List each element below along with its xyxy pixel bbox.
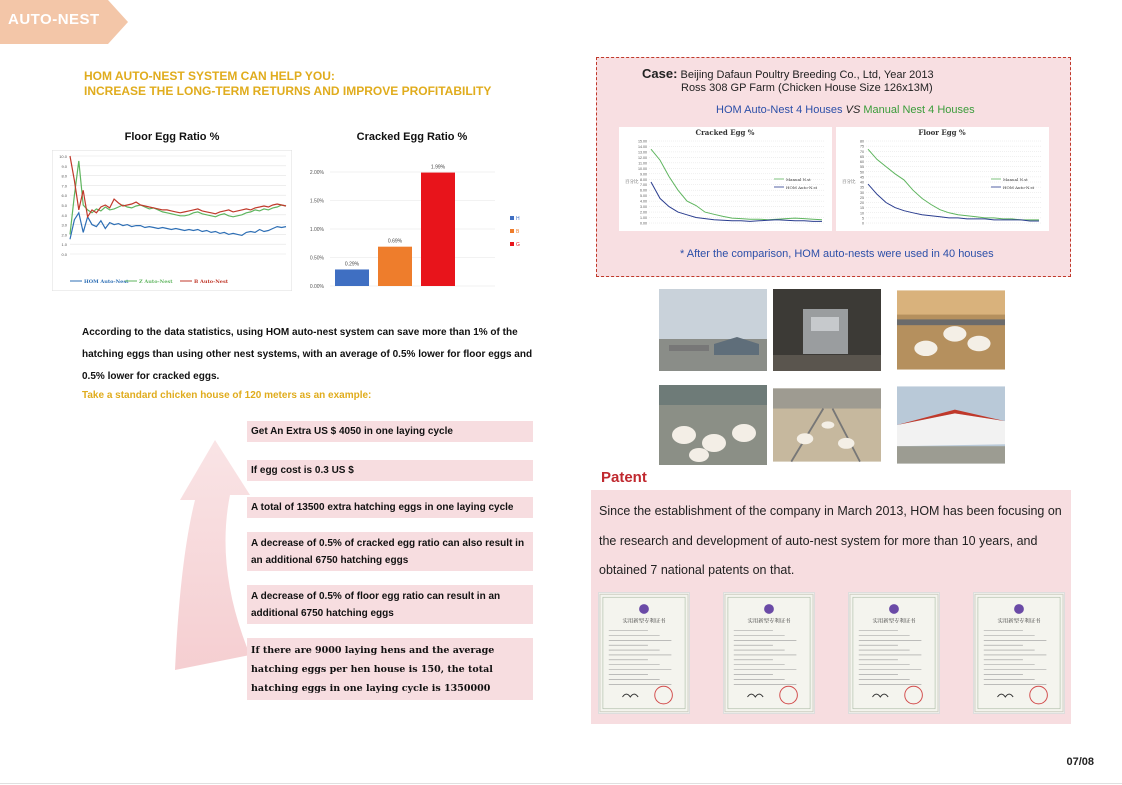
y-tick-label: 35 xyxy=(860,185,864,190)
y-tick-label: 6.0 xyxy=(61,193,67,199)
y-tick-label: 8.0 xyxy=(61,173,67,179)
case-label: Case: xyxy=(642,66,678,81)
y-tick-label: 3.0 xyxy=(61,222,67,228)
step-floor-decrease: A decrease of 0.5% of floor egg ratio can result in an additional 6750 hatching eggs xyxy=(247,585,533,624)
photo-chickens-feeding xyxy=(659,384,767,466)
y-tick-label: 7.00 xyxy=(640,183,647,188)
chart-frame xyxy=(52,150,292,291)
y-tick-label: 20 xyxy=(860,201,864,205)
patent-certificate xyxy=(598,592,690,714)
patent-certificate xyxy=(848,592,940,714)
bar xyxy=(421,173,455,286)
y-tick-label: 14.00 xyxy=(638,144,647,149)
y-tick-label: 15 xyxy=(860,206,864,211)
cracked-egg-ratio-chart xyxy=(300,150,524,291)
data-label: 0.69% xyxy=(387,238,403,245)
y-tick-label: 5.00 xyxy=(640,194,647,199)
headline xyxy=(84,69,554,99)
upward-arrow-graphic xyxy=(175,440,255,670)
y-tick-label: 30 xyxy=(860,190,864,195)
certificate-emblem xyxy=(1014,604,1024,614)
y-tick-label: 80 xyxy=(860,139,864,144)
y-tick-label: 2.0 xyxy=(61,232,67,238)
y-tick-label: 0.0 xyxy=(61,252,67,257)
y-tick-label: 1.00% xyxy=(309,227,324,233)
y-tick-label: 3.00 xyxy=(640,205,647,210)
certificate-emblem xyxy=(889,604,899,614)
y-tick-label: 15.00 xyxy=(638,139,647,144)
y-tick-label: 9.00 xyxy=(640,172,647,177)
certificate-title: 实用新型专利证书 xyxy=(747,618,791,625)
mini-chart-title: Floor Egg % xyxy=(918,128,966,137)
step-egg-cost: If egg cost is 0.3 US $ xyxy=(247,460,533,481)
photo-farm-exterior xyxy=(659,289,767,371)
case-company: Beijing Dafaun Poultry Breeding Co., Ltd, Year 2013 xyxy=(680,69,934,81)
y-tick-label: 10.0 xyxy=(59,154,67,159)
y-tick-label: 60 xyxy=(860,160,864,164)
patent-certificate xyxy=(723,592,815,714)
bar xyxy=(378,247,412,286)
headline-line-1: HOM AUTO-NEST SYSTEM CAN HELP YOU: xyxy=(84,69,335,83)
certificate-emblem xyxy=(639,604,649,614)
comparison-vs: VS xyxy=(845,104,861,116)
legend-entry: G xyxy=(516,242,520,248)
legend-entry: HOM Auto-Nest xyxy=(84,279,129,285)
photo-nest-machine xyxy=(773,289,881,371)
comparison-manual: Manual Nest 4 Houses xyxy=(860,104,975,116)
y-tick-label: 0.00% xyxy=(309,284,324,290)
y-tick-label: 50 xyxy=(860,170,864,175)
legend-entry: B xyxy=(516,229,520,235)
y-tick-label: 5.0 xyxy=(61,203,67,208)
y-tick-label: 0.50% xyxy=(309,255,324,262)
patent-text: Since the establishment of the company in March 2013, HOM has been focusing on the research and development of auto-nest system for more than 10 years, and obtained 7 national patents on that. xyxy=(599,504,1062,577)
floor-egg-chart-title: Floor Egg Ratio % xyxy=(124,131,220,143)
example-caption: Take a standard chicken house of 120 meters as an example: xyxy=(82,390,372,401)
legend-swatch xyxy=(510,229,514,233)
page-number: 07/08 xyxy=(1066,756,1094,768)
legend-entry: HOM Auto-N.st xyxy=(786,185,818,190)
y-tick-label: 11.00 xyxy=(638,161,647,166)
y-tick-label: 12.00 xyxy=(638,155,647,160)
bottom-rule xyxy=(0,783,1122,784)
y-tick-label: 10.00 xyxy=(638,166,647,171)
y-tick-label: 1.00 xyxy=(640,216,647,221)
data-label: 1.99% xyxy=(430,164,446,171)
y-tick-label: 7.0 xyxy=(61,183,67,189)
case-cracked-egg-chart xyxy=(619,127,832,231)
y-tick-label: 55 xyxy=(860,165,864,170)
y-tick-label: 1.50% xyxy=(309,198,324,205)
y-tick-label: 2.00% xyxy=(309,170,324,176)
y-tick-label: 10 xyxy=(860,211,864,216)
case-farm: Ross 308 GP Farm (Chicken House Size 126x13M) xyxy=(681,82,933,94)
legend-entry: Z Auto-Nest xyxy=(139,279,173,285)
y-tick-label: 9.0 xyxy=(61,163,67,169)
y-tick-label: 75 xyxy=(860,144,864,149)
y-tick-label: 1.0 xyxy=(61,242,67,248)
step-cracked-decrease: A decrease of 0.5% of cracked egg ratio can also result in an additional 6750 hatching eggs xyxy=(247,532,533,571)
certificate-title: 实用新型专利证书 xyxy=(872,618,916,625)
y-tick-label: 6.00 xyxy=(640,188,647,193)
y-axis-label: 百分比 xyxy=(625,179,639,184)
legend-entry: B Auto-Nest xyxy=(194,279,229,285)
y-tick-label: 65 xyxy=(860,154,864,159)
y-axis-label: 百分比 xyxy=(842,179,856,184)
headline-line-2: INCREASE THE LONG-TERM RETURNS AND IMPROVE PROFITABILITY xyxy=(84,84,492,98)
y-tick-label: 4.0 xyxy=(61,212,67,218)
y-tick-label: 0.00 xyxy=(640,221,647,226)
legend-entry: H xyxy=(516,216,520,222)
y-tick-label: 70 xyxy=(860,149,864,154)
y-tick-label: 25 xyxy=(860,195,864,200)
y-tick-label: 2.00 xyxy=(640,210,647,215)
legend-entry: Manual N.st xyxy=(1003,177,1028,182)
cracked-egg-chart-title: Cracked Egg Ratio % xyxy=(356,131,468,143)
certificate-title: 实用新型专利证书 xyxy=(622,618,666,625)
legend-entry: HOM Auto-N.st xyxy=(1003,185,1035,190)
photo-chicken-house-interior xyxy=(773,384,881,466)
floor-egg-ratio-chart xyxy=(52,150,292,291)
stats-paragraph: According to the data statistics, using HOM auto-nest system can save more than 1% of the hatching eggs than using other nest systems, with an average of 0.5% lower for floor eggs and 0.5% lower for cracked eggs. xyxy=(82,327,533,382)
data-label: 0.29% xyxy=(344,261,360,268)
y-tick-label: 4.00 xyxy=(640,199,647,204)
case-floor-egg-chart xyxy=(836,127,1049,231)
case-title xyxy=(642,66,934,81)
step-extra-revenue: Get An Extra US $ 4050 in one laying cycle xyxy=(247,421,533,442)
case-note: * After the comparison, HOM auto-nests were used in 40 houses xyxy=(680,248,994,260)
y-tick-label: 0 xyxy=(862,221,864,226)
photo-chicken-house-building xyxy=(897,384,1005,466)
patent-heading: Patent xyxy=(601,469,647,486)
y-tick-label: 13.00 xyxy=(638,150,647,155)
y-tick-label: 40 xyxy=(860,180,864,185)
certificate-title: 实用新型专利证书 xyxy=(997,618,1041,625)
patent-certificate xyxy=(973,592,1065,714)
legend-swatch xyxy=(510,216,514,220)
legend-entry: Manual N.st xyxy=(786,177,811,182)
y-tick-label: 45 xyxy=(860,175,864,180)
step-total-eggs: If there are 9000 laying hens and the average hatching eggs per hen house is 150, the total hatching eggs in one laying cycle is 1350000 xyxy=(247,638,533,700)
brand-name: AUTO-NEST xyxy=(8,11,100,28)
bar xyxy=(335,269,369,286)
step-extra-eggs: A total of 13500 extra hatching eggs in one laying cycle xyxy=(247,497,533,518)
mini-chart-title: Cracked Egg % xyxy=(695,128,755,137)
y-tick-label: 5 xyxy=(862,216,864,221)
photo-chickens-nest-row xyxy=(897,289,1005,371)
certificate-emblem xyxy=(764,604,774,614)
y-tick-label: 8.00 xyxy=(640,177,647,182)
legend-swatch xyxy=(510,242,514,246)
case-comparison xyxy=(716,104,975,116)
comparison-hom: HOM Auto-Nest 4 Houses xyxy=(716,104,846,116)
